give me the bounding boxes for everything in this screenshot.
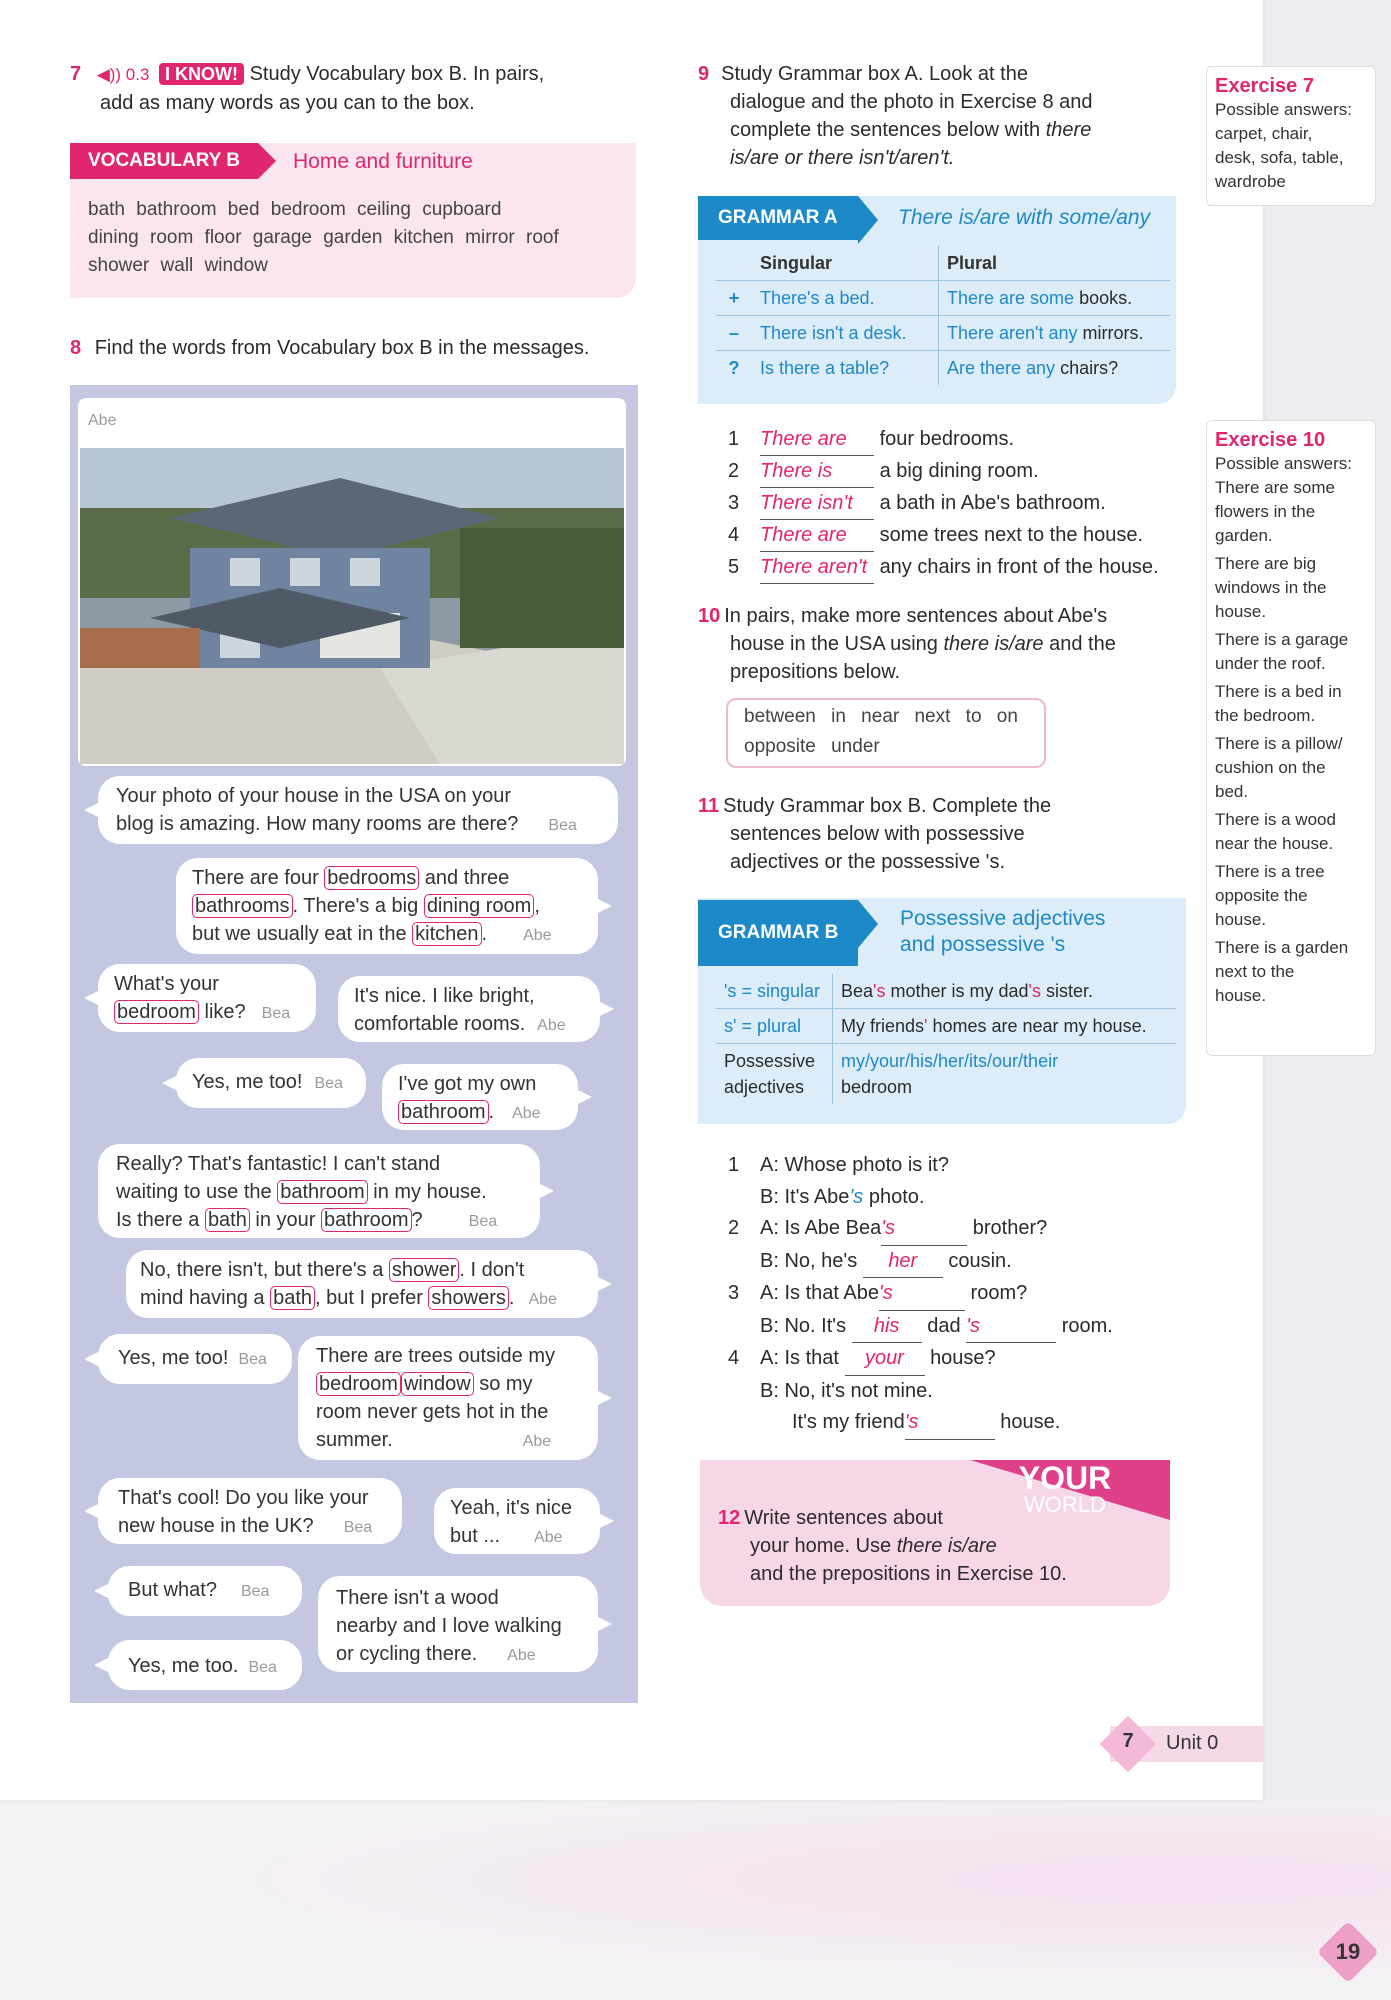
list-item — [792, 1407, 1198, 1440]
page-number: 7 — [1122, 1730, 1134, 1752]
table-cell-highlight: 's — [873, 980, 886, 1001]
answer-text: 's — [905, 1407, 995, 1440]
list-item — [728, 456, 1198, 488]
sender-name: Abe — [507, 1647, 536, 1664]
chat-message-bea — [176, 1058, 366, 1108]
answer-text: 's — [966, 1311, 1056, 1344]
item-text: cousin. — [948, 1249, 1012, 1272]
highlighted-word: bathroom — [277, 1180, 368, 1204]
answer-text: her — [863, 1246, 943, 1279]
highlighted-word: bedrooms — [324, 866, 419, 890]
grammar-a-title: There is/are with some/any — [898, 206, 1151, 229]
item-text: A: Is that Abe — [760, 1282, 879, 1304]
instruction-line: complete the sentences below with — [730, 119, 1046, 141]
vocabulary-word-list — [88, 196, 633, 280]
exercise-number: 12 — [718, 1507, 741, 1529]
sender-name: Abe — [512, 1105, 541, 1122]
instruction-text: house in the USA using — [730, 633, 944, 655]
chat-message-bea — [98, 1144, 540, 1238]
item-text: A: Is Abe Bea — [760, 1217, 882, 1239]
message-text: Yes, me too. — [128, 1655, 239, 1677]
table-cell-text: bedroom — [841, 1077, 913, 1097]
item-text: brother? — [972, 1217, 1048, 1239]
table-row — [716, 1044, 1176, 1105]
highlighted-word: window — [401, 1372, 474, 1396]
corner-page-number: 19 — [1335, 1939, 1361, 1964]
instruction-line: dialogue and the photo in Exercise 8 and — [730, 91, 1093, 113]
table-cell-text: books. — [1074, 287, 1133, 308]
table-cell-text: mother is my dad — [885, 980, 1029, 1001]
table-cell-highlight: 's — [1028, 980, 1041, 1001]
item-number: 3 — [728, 1282, 740, 1304]
message-text: Is there a — [116, 1209, 205, 1231]
exercise-number: 10 — [698, 605, 721, 627]
notes-line: carpet, chair, — [1215, 124, 1313, 143]
message-line: I've got my own — [398, 1073, 537, 1095]
table-cell-text: mirrors. — [1077, 322, 1144, 343]
list-item — [728, 1343, 1198, 1376]
message-text: . — [508, 1287, 515, 1309]
list-item — [728, 424, 1198, 456]
list-item — [728, 1213, 1198, 1246]
list-item — [728, 552, 1198, 584]
notes-subtitle: Possible answers: — [1215, 100, 1353, 119]
sender-name: Bea — [343, 1519, 373, 1536]
row-symbol: – — [716, 316, 752, 351]
instruction-italic: there — [1045, 119, 1092, 141]
chat-message-bea — [98, 776, 618, 844]
message-text: so my — [473, 1373, 533, 1395]
item-number: 4 — [728, 1347, 740, 1369]
list-item — [728, 1150, 1198, 1182]
list-item — [760, 1182, 1198, 1214]
label-line: Possessive — [724, 1051, 816, 1071]
vocabulary-line: shower wall window — [88, 255, 268, 276]
notes-line: There is a garage — [1215, 630, 1349, 649]
notes-title: Exercise 10 — [1215, 429, 1326, 451]
audio-track-icon[interactable]: ◀)) 0.3 — [96, 65, 150, 84]
chat-message-bea — [98, 1334, 292, 1384]
highlighted-word: bathroom — [321, 1208, 412, 1232]
chat-message-bea — [98, 1478, 402, 1544]
highlighted-word: bath — [205, 1208, 250, 1232]
exercise-number: 11 — [698, 795, 720, 817]
message-text: waiting to use the — [116, 1181, 278, 1203]
chat-message-abe — [434, 1488, 600, 1554]
item-text: B: No. It's — [760, 1314, 847, 1337]
notes-line: There is a pillow/ — [1215, 734, 1343, 753]
row-symbol: + — [716, 281, 752, 316]
table-cell: There's a bed. — [752, 281, 939, 316]
instruction-line: Study Grammar box B. Complete the — [723, 795, 1052, 817]
table-cell-text: sister. — [1040, 980, 1093, 1001]
row-label: s' = plural — [716, 1009, 833, 1044]
list-item — [728, 488, 1198, 520]
instruction-line: sentences below with possessive — [730, 823, 1025, 845]
photo-post-card — [78, 398, 626, 766]
message-text: . — [488, 1101, 495, 1123]
message-line: new house in the UK? — [118, 1515, 314, 1537]
message-text: , — [534, 895, 540, 917]
notes-title: Exercise 7 — [1215, 75, 1314, 97]
item-text: a big dining room. — [879, 460, 1039, 482]
item-number: 3 — [728, 492, 740, 514]
notes-line: the bedroom. — [1215, 706, 1316, 725]
message-line: Your photo of your house in the USA on your — [116, 785, 512, 807]
item-text: room? — [970, 1282, 1028, 1304]
exercise-number: 7 — [70, 63, 82, 85]
message-text: ? — [411, 1209, 423, 1231]
message-line: It's nice. I like bright, — [354, 985, 535, 1007]
notes-line: There are some — [1215, 478, 1335, 497]
table-cell: There isn't a desk. — [752, 316, 939, 351]
notes-line: flowers in the — [1215, 502, 1316, 521]
sender-name: Bea — [314, 1075, 343, 1092]
row-symbol: ? — [728, 357, 740, 378]
message-text: , but I prefer — [315, 1287, 429, 1309]
chat-message-abe — [338, 976, 600, 1042]
list-item — [760, 1246, 1198, 1279]
item-text: a bath in Abe's bathroom. — [879, 492, 1106, 514]
grammar-b-title — [900, 906, 1105, 958]
message-text: . I don't — [459, 1259, 525, 1281]
answer-notes-exercise-7 — [1206, 66, 1376, 206]
table-cell-highlight: There are some — [947, 287, 1075, 308]
notes-line: desk, sofa, table, — [1215, 148, 1344, 167]
grammar-a-table — [716, 246, 1170, 385]
exercise-10 — [698, 602, 1188, 686]
notes-line: There is a wood — [1215, 810, 1336, 829]
exercise-9 — [698, 60, 1178, 172]
exercise-7 — [70, 60, 630, 117]
answer-text: There is — [760, 456, 874, 488]
notes-line: There are big — [1215, 554, 1317, 573]
list-item — [728, 1278, 1198, 1311]
table-header-row — [716, 246, 1170, 281]
instruction-line: adjectives or the possessive 's. — [730, 851, 1006, 873]
table-row — [716, 1009, 1176, 1044]
message-text: . — [481, 923, 488, 945]
exercise-8 — [70, 334, 650, 362]
item-text: house? — [930, 1347, 996, 1369]
message-line: There are trees outside my — [316, 1345, 555, 1367]
exercise-9-items — [728, 424, 1198, 584]
answer-text: your — [845, 1343, 925, 1376]
table-row — [716, 281, 1170, 316]
instruction-line: add as many words as you can to the box. — [100, 92, 475, 114]
sender-name: Abe — [537, 1017, 566, 1034]
highlighted-word: bedroom — [114, 1000, 199, 1024]
item-number: 5 — [728, 556, 740, 578]
answer-text: his — [852, 1311, 922, 1344]
sender-name: Abe — [534, 1529, 563, 1546]
instruction-text: your home. Use — [750, 1535, 897, 1557]
label-line: adjectives — [724, 1077, 805, 1097]
grammar-b-table — [716, 974, 1176, 1104]
instruction-line: Study Grammar box A. Look at the — [721, 63, 1028, 85]
instruction-italic: there is/are — [943, 633, 1044, 655]
chat-message-abe — [382, 1064, 578, 1130]
item-text: house. — [1000, 1411, 1061, 1433]
notes-line: bed. — [1215, 782, 1249, 801]
notes-line: There is a bed in — [1215, 682, 1342, 701]
highlighted-word: shower — [389, 1258, 459, 1282]
item-text: four bedrooms. — [879, 428, 1015, 450]
vocabulary-line: bath bathroom bed bedroom ceiling cupboard — [88, 199, 502, 220]
list-item: B: No, it's not mine. — [760, 1379, 933, 1402]
exercise-12 — [718, 1504, 1158, 1588]
message-line: There isn't a wood — [336, 1587, 499, 1609]
message-line: That's cool! Do you like your — [118, 1487, 369, 1509]
item-number: 1 — [728, 1154, 740, 1176]
item-number: 4 — [728, 524, 740, 546]
title-line: and possessive 's — [900, 933, 1066, 956]
message-line: What's your — [114, 973, 219, 995]
chat-message-bea — [108, 1640, 302, 1690]
message-line: Really? That's fantastic! I can't stand — [116, 1153, 441, 1175]
answer-text: There isn't — [760, 488, 874, 520]
prepositions-line: opposite under — [744, 736, 880, 757]
photo-author: Abe — [88, 412, 117, 429]
table-cell-text: chairs? — [1055, 357, 1119, 378]
highlighted-word: bathrooms — [192, 894, 293, 918]
table-cell — [716, 246, 752, 281]
table-cell-text: Bea — [841, 980, 874, 1001]
message-text: like? — [198, 1001, 246, 1023]
exercise-number: 8 — [70, 337, 82, 359]
instruction-line: prepositions below. — [730, 661, 901, 683]
message-line: Yeah, it's nice — [450, 1497, 573, 1519]
message-text: and three — [419, 867, 510, 889]
message-text: in your — [249, 1209, 322, 1231]
item-text: It's my friend — [792, 1411, 905, 1433]
message-text: Yes, me too! — [118, 1347, 229, 1369]
notes-line: house. — [1215, 986, 1267, 1005]
sender-name: Bea — [248, 1659, 277, 1676]
item-number: 2 — [728, 1217, 740, 1239]
item-number: 1 — [728, 428, 740, 450]
instruction-italic: there is/are — [896, 1535, 997, 1557]
list-item — [728, 520, 1198, 552]
flag-line: WORLD — [1024, 1492, 1106, 1517]
notes-line: near the house. — [1215, 834, 1334, 853]
exercise-number: 9 — [698, 63, 710, 85]
chat-message-abe — [126, 1250, 598, 1318]
message-text: in my house. — [367, 1181, 487, 1203]
row-label: 's = singular — [716, 974, 833, 1009]
message-line: comfortable rooms. — [354, 1013, 526, 1035]
answer-text: There aren't — [760, 552, 874, 584]
highlighted-word: showers — [428, 1286, 508, 1310]
answer-notes-exercise-10 — [1206, 420, 1376, 1056]
message-text: but we usually eat in the — [192, 923, 413, 945]
chat-message-bea — [108, 1566, 302, 1616]
chat-message-bea — [98, 964, 316, 1032]
notes-line: next to the — [1215, 962, 1295, 981]
notes-line: garden. — [1215, 526, 1273, 545]
table-cell-highlight: ' — [924, 1015, 928, 1036]
column-header: Plural — [939, 246, 1171, 281]
table-cell: Is there a table? — [760, 357, 890, 378]
column-header: Singular — [752, 246, 939, 281]
list-item — [760, 1311, 1198, 1344]
flag-line: YOUR — [1018, 1460, 1112, 1496]
sender-name: Bea — [238, 1351, 267, 1368]
item-text: room. — [1061, 1314, 1113, 1337]
highlighted-word: bathroom — [398, 1100, 489, 1124]
exercise-11-items — [728, 1150, 1198, 1440]
house-illustration — [80, 448, 624, 764]
unit-label: Unit 0 — [1166, 1732, 1219, 1754]
instruction-line: is/are or there isn't/aren't. — [730, 147, 955, 169]
table-row — [716, 351, 1170, 386]
instruction-line: Write sentences about — [744, 1507, 943, 1529]
grammar-b-tag: GRAMMAR B — [698, 900, 858, 966]
exercise-11 — [698, 792, 1178, 876]
message-text: . There's a big — [292, 895, 424, 917]
message-line: nearby and I love walking — [336, 1615, 562, 1637]
sender-name: Bea — [468, 1213, 498, 1230]
item-text: A: Is that — [760, 1347, 839, 1369]
table-row — [716, 316, 1170, 351]
message-line: blog is amazing. How many rooms are there? — [116, 813, 519, 835]
item-text: any chairs in front of the house. — [879, 556, 1159, 578]
table-cell-text: homes are near my house. — [927, 1015, 1147, 1036]
sender-name: Abe — [528, 1291, 557, 1308]
sender-name: Bea — [240, 1583, 270, 1600]
message-line: or cycling there. — [336, 1643, 478, 1665]
notes-line: opposite the — [1215, 886, 1308, 905]
notes-line: cushion on the — [1215, 758, 1326, 777]
instruction-text: and the — [1043, 633, 1116, 655]
notes-line: windows in the — [1215, 578, 1327, 597]
highlighted-word: dining room — [424, 894, 535, 918]
title-line: Possessive adjectives — [900, 907, 1106, 930]
item-text: A: Whose photo is it? — [760, 1154, 949, 1176]
instruction-line: In pairs, make more sentences about Abe's — [724, 605, 1108, 627]
house-photo — [80, 448, 624, 764]
page-bottom-background — [0, 1800, 1391, 2000]
notes-subtitle: Possible answers: — [1215, 454, 1353, 473]
message-text: mind having a — [140, 1287, 271, 1309]
answer-text: 's — [881, 1213, 967, 1246]
message-text: But what? — [128, 1579, 217, 1601]
table-cell-highlight: my/your/his/her/its/our/their — [841, 1051, 1059, 1071]
item-text: B: No, he's — [760, 1249, 858, 1272]
item-text: some trees next to the house. — [879, 524, 1144, 546]
highlighted-word: kitchen — [412, 922, 481, 946]
item-text: B: It's Abe — [760, 1185, 850, 1208]
prepositions-box — [726, 698, 1046, 768]
sender-name: Bea — [261, 1005, 291, 1022]
notes-line: house. — [1215, 602, 1267, 621]
message-line: room never gets hot in the — [316, 1401, 549, 1423]
highlighted-word: bedroom — [316, 1372, 401, 1396]
answer-text: There are — [760, 424, 874, 456]
notes-line: under the roof. — [1215, 654, 1326, 673]
item-number: 2 — [728, 460, 740, 482]
table-cell-highlight: There aren't any — [947, 322, 1078, 343]
row-label — [716, 1044, 833, 1105]
vocabulary-tag: VOCABULARY B — [70, 143, 258, 179]
notes-line: house. — [1215, 910, 1267, 929]
item-text: dad — [927, 1314, 961, 1337]
chat-message-abe — [176, 858, 598, 954]
instruction-line: Find the words from Vocabulary box B in the messages. — [94, 337, 590, 359]
notes-line: There is a tree — [1215, 862, 1325, 881]
message-line: but ... — [450, 1525, 501, 1547]
answer-text: There are — [760, 520, 874, 552]
message-text: There are four — [192, 867, 325, 889]
message-text: Yes, me too! — [192, 1071, 303, 1093]
chat-message-abe — [318, 1576, 598, 1672]
message-line: summer. — [316, 1429, 393, 1451]
chat-message-abe — [298, 1336, 598, 1460]
instruction-line: and the prepositions in Exercise 10. — [750, 1563, 1067, 1585]
table-cell-highlight: Are there any — [947, 357, 1056, 378]
table-row — [716, 974, 1176, 1009]
sender-name: Abe — [522, 1433, 552, 1450]
answer-text: 's — [879, 1278, 965, 1311]
table-cell-text: My friends — [841, 1015, 925, 1036]
item-text: photo. — [863, 1185, 925, 1208]
sender-name: Abe — [523, 927, 552, 944]
instruction-line: Study Vocabulary box B. In pairs, — [249, 63, 545, 85]
notes-line: There is a garden — [1215, 938, 1349, 957]
sender-name: Bea — [548, 817, 577, 834]
vocabulary-title: Home and furniture — [293, 150, 473, 173]
grammar-a-tag: GRAMMAR A — [698, 196, 858, 240]
vocabulary-line: dining room floor garage garden kitchen mirror roof — [88, 227, 559, 248]
notes-line: wardrobe — [1215, 172, 1286, 191]
prepositions-line: between in near next to on — [744, 706, 1018, 727]
highlighted-word: bath — [270, 1286, 315, 1310]
i-know-badge: I KNOW! — [159, 63, 244, 85]
answer-text: 's — [849, 1185, 864, 1208]
message-text: No, there isn't, but there's a — [140, 1259, 389, 1281]
